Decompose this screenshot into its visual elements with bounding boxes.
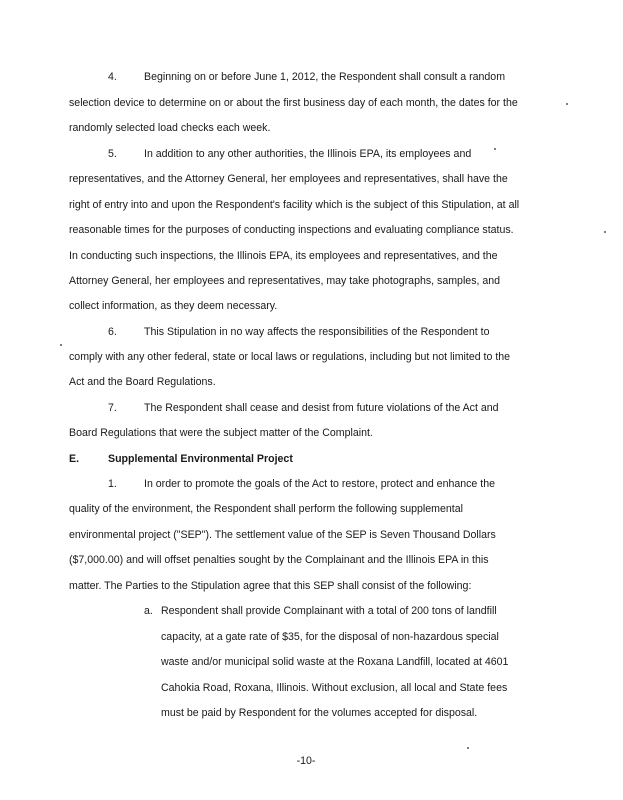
paragraph-e1-line-5: matter. The Parties to the Stipulation agree that this SEP shall consist of the following: [69,580,472,592]
paragraph-6-line-2: comply with any other federal, state or local laws or regulations, including but not limited to the [69,351,511,363]
sub-item-a-line-3: waste and/or municipal solid waste at the Roxana Landfill, located at 4601 [161,656,509,668]
sub-item-a-line-1: Respondent shall provide Complainant with a total of 200 tons of landfill [161,605,497,617]
paragraph-4-line-2: selection device to determine on or about the first business day of each month, the dates for the [69,97,518,109]
paragraph-e1-line-4: ($7,000.00) and will offset penalties sought by the Complainant and the Illinois EPA in this [69,554,489,566]
scan-speck [60,344,62,346]
sub-item-a-line-2: capacity, at a gate rate of $35, for the disposal of non-hazardous special [161,631,499,643]
paragraph-5-number: 5. [108,148,117,160]
scan-speck [494,148,496,150]
paragraph-e1-line-1: In order to promote the goals of the Act to restore, protect and enhance the [144,478,495,490]
paragraph-e1-number: 1. [108,478,117,490]
paragraph-e1-line-3: environmental project ("SEP"). The settlement value of the SEP is Seven Thousand Dollars [69,529,496,541]
paragraph-4-line-3: randomly selected load checks each week. [69,122,271,134]
paragraph-5-line-6: Attorney General, her employees and representatives, may take photographs, samples, and [69,275,501,287]
paragraph-5-line-3: right of entry into and upon the Respondent's facility which is the subject of this Stipulation, at all [69,199,520,211]
paragraph-7-number: 7. [108,402,117,414]
paragraph-5-line-1: In addition to any other authorities, the Illinois EPA, its employees and [144,148,472,160]
paragraph-4-line-1: Beginning on or before June 1, 2012, the Respondent shall consult a random [144,71,506,83]
paragraph-6-number: 6. [108,326,117,338]
scan-speck [566,103,568,105]
paragraph-6-line-3: Act and the Board Regulations. [69,376,216,388]
page-number: -10- [296,755,316,767]
sub-item-a-line-5: must be paid by Respondent for the volumes accepted for disposal. [161,707,478,719]
paragraph-5-line-7: collect information, as they deem necessary. [69,300,278,312]
paragraph-4-number: 4. [108,71,117,83]
scan-speck [604,231,606,233]
paragraph-6-line-1: This Stipulation in no way affects the responsibilities of the Respondent to [144,326,490,338]
section-e-letter: E. [69,453,80,465]
section-e-title: Supplemental Environmental Project [108,453,293,465]
paragraph-e1-line-2: quality of the environment, the Respondent shall perform the following supplemental [69,503,463,515]
sub-item-a-letter: a. [144,605,153,617]
paragraph-5-line-5: In conducting such inspections, the Illinois EPA, its employees and representatives, and the [69,250,498,262]
paragraph-7-line-1: The Respondent shall cease and desist from future violations of the Act and [144,402,499,414]
paragraph-7-line-2: Board Regulations that were the subject matter of the Complaint. [69,427,373,439]
sub-item-a-line-4: Cahokia Road, Roxana, Illinois. Without exclusion, all local and State fees [161,682,508,694]
paragraph-5-line-2: representatives, and the Attorney General, her employees and representatives, shall have the [69,173,508,185]
paragraph-5-line-4: reasonable times for the purposes of conducting inspections and evaluating compliance status. [69,224,514,236]
scan-speck [467,747,469,749]
